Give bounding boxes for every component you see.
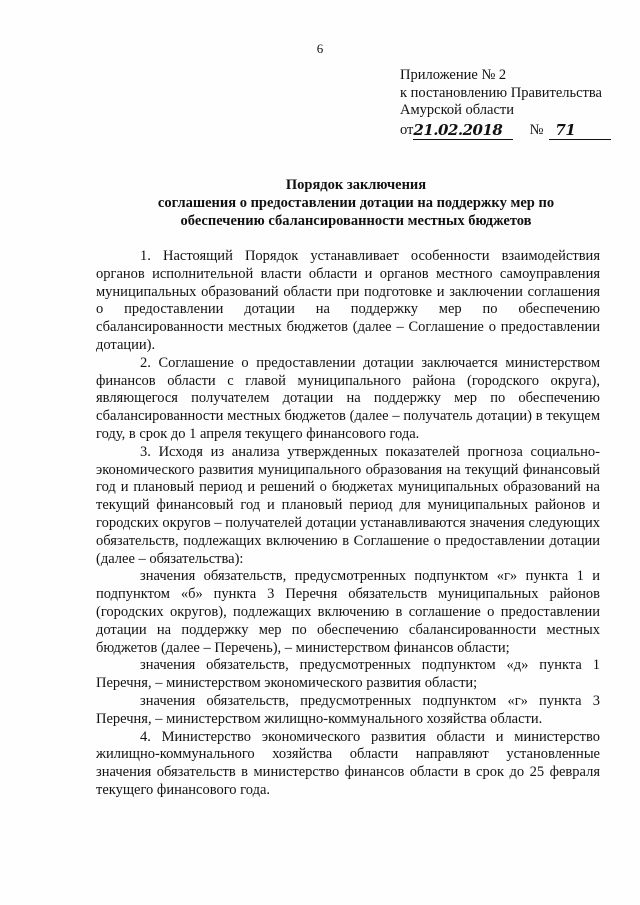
- appendix-line-3: Амурской области: [400, 102, 514, 118]
- page-number: 6: [316, 41, 324, 56]
- number-prefix: №: [529, 122, 544, 138]
- document-body: [96, 248, 600, 800]
- title-line-3: обеспечению сбалансированности местных бюджетов: [180, 213, 532, 229]
- date-field: [413, 121, 513, 140]
- paragraph-3-item-housing: значения обязательств, предусмотренных подпунктом «г» пункта 3 Перечня, – министерством жилищно-коммунального хозяйства области.: [96, 692, 600, 727]
- title-line-2: соглашения о предоставлении дотации на поддержку мер по: [157, 195, 555, 211]
- paragraph-4: 4. Министерство экономического развития области и министерство жилищно-коммунального хозяйства области направляют установленные значения обязательств в министерство финансов области в срок до 25 февраля текущего финансового года.: [96, 728, 600, 798]
- paragraph-3-item-finance: значения обязательств, предусмотренных подпунктом «г» пункта 1 и подпунктом «б» пункта 3 Перечня обязательств муниципальных районов (городских округов), подлежащих включению в соглашение о предоставлении дотации на поддержку мер по обеспечению сбалансированности местных бюджетов (далее – Перечень), – министерством финансов области;: [96, 568, 600, 656]
- number-field: [549, 121, 611, 140]
- appendix-line-1: Приложение № 2: [400, 67, 507, 83]
- paragraph-2: 2. Соглашение о предоставлении дотации заключается министерством финансов области с главой муниципального района (городского округа), являющегося получателем дотации на поддержку мер по обеспечению сбалансированности местных бюджетов (далее – получатель дотации) в текущем году, в срок до 1 апреля текущего финансового года.: [96, 354, 600, 442]
- date-number-line: [400, 121, 611, 140]
- document-title: [100, 176, 612, 230]
- handwritten-number: 71: [555, 120, 576, 139]
- appendix-header: [400, 67, 611, 140]
- appendix-line-2: к постановлению Правительства: [400, 84, 602, 101]
- paragraph-1: 1. Настоящий Порядок устанавливает особенности взаимодействия органов исполнительной власти области и органов местного самоуправления муниципальных образований области при подготовке и заключении соглашения о предоставлении дотации на поддержку мер по обеспечению сбалансированности местных бюджетов (далее – Соглашение о предоставлении дотации).: [96, 248, 600, 353]
- paragraph-3: 3. Исходя из анализа утвержденных показателей прогноза социально-экономического развития муниципального образования на текущий финансовый год и плановый период и решений о бюджетах муниципальных образований на текущий финансовый год и плановый период для муниципальных районов и городских округов – получателей дотации устанавливаются значения следующих обязательств, подлежащих включению в Соглашение о предоставлении дотации (далее – обязательства):: [96, 443, 600, 567]
- paragraph-3-item-economy: значения обязательств, предусмотренных подпунктом «д» пункта 1 Перечня, – министерством экономического развития области;: [96, 657, 600, 692]
- handwritten-date: 21.02.2018: [413, 120, 503, 139]
- date-prefix: от: [400, 122, 414, 138]
- title-line-1: Порядок заключения: [285, 177, 427, 193]
